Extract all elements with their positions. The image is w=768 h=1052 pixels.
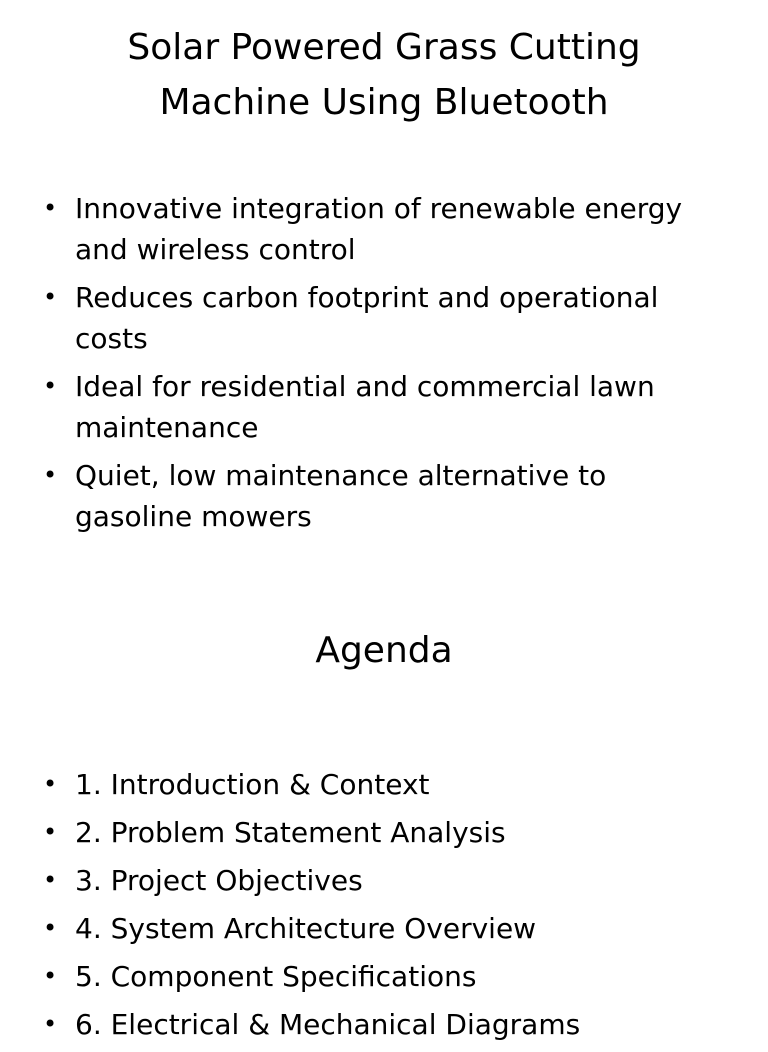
bullet-icon: • (43, 372, 58, 400)
list-item (0, 860, 768, 901)
agenda-item: 6. Electrical & Mechanical Diagrams (75, 1008, 581, 1041)
bullet-icon: • (43, 866, 58, 894)
bullet-icon: • (43, 1010, 58, 1038)
bullet-icon: • (43, 914, 58, 942)
list-item (0, 1004, 768, 1045)
agenda-title: Agenda (315, 630, 453, 671)
agenda-item: 3. Project Objectives (75, 864, 363, 897)
slide-title (0, 20, 768, 130)
bullet-icon: • (43, 194, 58, 222)
list-item (0, 812, 768, 853)
agenda-item: 1. Introduction & Context (75, 768, 430, 801)
bullet-text: Quiet, low maintenance alternative to gasoline mowers (75, 459, 607, 533)
bullet-icon: • (43, 962, 58, 990)
list-item (0, 908, 768, 949)
list-item (0, 956, 768, 997)
list-item (0, 277, 768, 359)
bullet-text: Reduces carbon footprint and operational costs (75, 281, 659, 355)
list-item (0, 764, 768, 805)
bullet-text: Innovative integration of renewable energy and wireless control (75, 192, 683, 266)
list-item (0, 188, 768, 270)
bullet-icon: • (43, 770, 58, 798)
title-line: Machine Using Bluetooth (159, 82, 609, 123)
bullet-icon: • (43, 283, 58, 311)
bullet-list (0, 188, 768, 544)
title-line: Solar Powered Grass Cutting (127, 27, 641, 68)
agenda-list (0, 764, 768, 1052)
agenda-item: 5. Component Specifications (75, 960, 477, 993)
agenda-item: 2. Problem Statement Analysis (75, 816, 506, 849)
bullet-text: Ideal for residential and commercial lawn maintenance (75, 370, 655, 444)
list-item (0, 366, 768, 448)
list-item (0, 455, 768, 537)
agenda-item: 4. System Architecture Overview (75, 912, 537, 945)
bullet-icon: • (43, 461, 58, 489)
bullet-icon: • (43, 818, 58, 846)
